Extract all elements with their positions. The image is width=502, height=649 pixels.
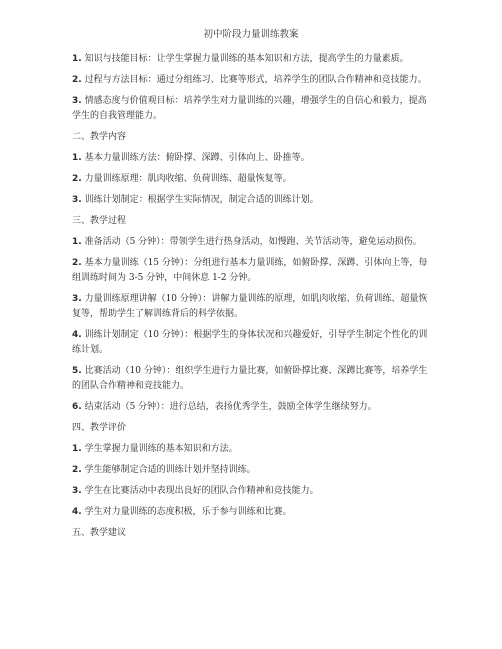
item-text: 力量训练原理讲解（10 分钟）：讲解力量训练的原理，如肌肉收缩、负荷训练、超量恢复等，帮助学生了解训练背后的科学依据。 xyxy=(72,294,428,319)
item-number: 3. xyxy=(72,195,82,205)
item-number: 4. xyxy=(72,330,82,340)
list-item xyxy=(72,328,432,358)
section-heading: 五、教学建议 xyxy=(72,528,127,538)
list-item xyxy=(72,442,432,457)
item-text: 过程与方法目标：通过分组练习、比赛等形式，培养学生的团队合作精神和竞技能力。 xyxy=(84,75,427,85)
item-number: 3. xyxy=(72,96,82,106)
item-text: 训练计划制定：根据学生实际情况，制定合适的训练计划。 xyxy=(84,195,319,205)
item-number: 3. xyxy=(72,486,82,496)
list-item xyxy=(72,463,432,478)
list-item xyxy=(72,52,432,67)
item-text: 准备活动（5 分钟）：带领学生进行热身活动，如慢跑、关节活动等，避免运动损伤。 xyxy=(84,237,422,247)
item-text: 学生在比赛活动中表现出良好的团队合作精神和竞技能力。 xyxy=(84,486,319,496)
item-number: 6. xyxy=(72,402,82,412)
item-text: 学生掌握力量训练的基本知识和方法。 xyxy=(84,444,238,454)
item-number: 2. xyxy=(72,465,82,475)
list-item xyxy=(72,193,432,208)
list-item xyxy=(72,292,432,322)
list-item xyxy=(72,505,432,520)
list-item xyxy=(72,364,432,394)
list-item xyxy=(72,400,432,415)
item-number: 5. xyxy=(72,366,82,376)
section-heading: 四、教学评价 xyxy=(72,423,127,433)
document-title: 初中阶段力量训练教案 xyxy=(203,29,299,40)
item-text: 比赛活动（10 分钟）：组织学生进行力量比赛，如俯卧撑比赛、深蹲比赛等，培养学生的团队合作精神和竞技能力。 xyxy=(72,366,428,391)
list-item xyxy=(72,94,432,124)
list-item xyxy=(72,151,432,166)
list-item xyxy=(72,484,432,499)
item-number: 2. xyxy=(72,174,82,184)
list-item xyxy=(72,256,432,286)
item-text: 力量训练原理：肌肉收缩、负荷训练、超量恢复等。 xyxy=(84,174,292,184)
item-number: 4. xyxy=(72,507,82,517)
item-text: 基本力量训练（15 分钟）：分组进行基本力量训练，如俯卧撑、深蹲、引体向上等，每组训练时间为 3-5 分钟，中间休息 1-2 分钟。 xyxy=(72,258,428,283)
section-heading: 二、教学内容 xyxy=(72,132,127,142)
item-text: 情感态度与价值观目标：培养学生对力量训练的兴趣，增强学生的自信心和毅力，提高学生的自我管理能力。 xyxy=(72,96,427,121)
list-item xyxy=(72,172,432,187)
item-number: 2. xyxy=(72,258,82,268)
item-text: 结束活动（5 分钟）：进行总结，表扬优秀学生，鼓励全体学生继续努力。 xyxy=(84,402,377,412)
section-heading: 三、教学过程 xyxy=(72,216,127,226)
list-item xyxy=(72,235,432,250)
item-text: 学生能够制定合适的训练计划并坚持训练。 xyxy=(84,465,256,475)
item-number: 1. xyxy=(72,237,82,247)
document-body xyxy=(72,52,432,547)
item-number: 1. xyxy=(72,153,82,163)
item-text: 训练计划制定（10 分钟）：根据学生的身体状况和兴趣爱好，引导学生制定个性化的训练计划。 xyxy=(72,330,428,355)
item-number: 1. xyxy=(72,54,82,64)
item-number: 1. xyxy=(72,444,82,454)
item-number: 2. xyxy=(72,75,82,85)
list-item xyxy=(72,73,432,88)
item-text: 基本力量训练方法：俯卧撑、深蹲、引体向上、卧推等。 xyxy=(84,153,310,163)
item-text: 知识与技能目标：让学生掌握力量训练的基本知识和方法，提高学生的力量素质。 xyxy=(84,54,409,64)
item-number: 3. xyxy=(72,294,82,304)
item-text: 学生对力量训练的态度积极，乐于参与训练和比赛。 xyxy=(84,507,292,517)
